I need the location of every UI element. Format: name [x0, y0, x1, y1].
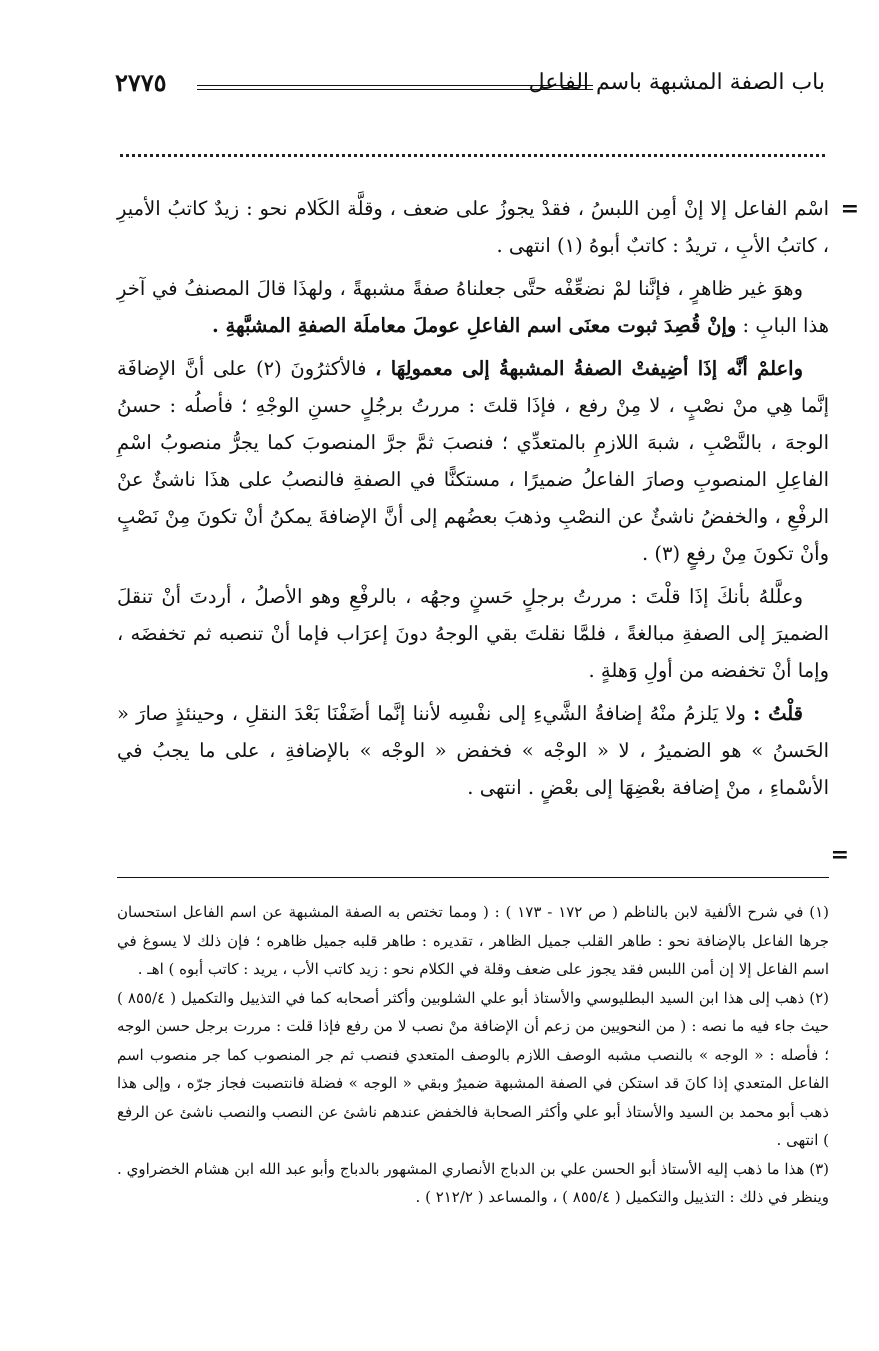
page-header: [115, 68, 825, 108]
continuation-mark-start: =: [840, 196, 859, 222]
header-rule: [197, 85, 593, 90]
paragraph-1: اسْم الفاعل إلا إنْ أمِن اللبسُ ، فقدْ يجوزُ على ضعف ، وقلَّة الكَلام نحو : زيدٌ كاتبُ الأميرِ ، كاتبُ الأبِ ، تريدُ : كاتبٌ أبوهُ (١) انتهى .: [117, 197, 829, 257]
paragraph-2: [117, 270, 829, 344]
footnote-divider: [117, 877, 829, 878]
bold-statement: واعلمْ أنَّه إذَا أضِيفتْ الصفةُ المشبهةُ إلى معمولِهَا ،: [375, 357, 803, 380]
paragraph-3-text: فالأكثرُونَ (٢) على أنَّ الإضافَة إنَّما هِي منْ نصْبٍ ، لا مِنْ رفع ، فإذَا قلتَ : مررتُ برجُلٍ حسنِ الوجْهِ ؛ فأصلُه : حسنُ الوجهَ ، بالنَّصْبِ ، شبهَ اللازمِ بالمتعدِّي ؛ فنصبَ ثمَّ جرَّ المنصوبَ كما يجرُّ منصوبُ اسْمِ الفاعِلِ المنصوبِ وصارَ الفاعلُ ضميرًا ، مستكنًّا في الصفةِ فالنصبُ على هذَا ناشئٌ عنْ الرفْعِ ، والخفضُ ناشئٌ عن النصْبِ وذهبَ بعضُهم إلى أنَّ الإضافةَ يمكنُ أنْ تكونَ مِنْ نَصْبٍ وأنْ تكونَ مِنْ رفعٍ (٣) .: [117, 357, 829, 565]
dotted-separator: [120, 140, 825, 157]
chapter-title: باب الصفة المشبهة باسم الفاعل: [528, 70, 825, 95]
continuation-mark-end: =: [830, 842, 849, 868]
footnote-1: (١) في شرح الألفية لابن بالناظم ( ص ١٧٢ - ١٧٣ ) : ( ومما تختص به الصفة المشبهة عن اسم الفاعل استحسان جرها الفاعل بالإضافة نحو : طاهر القلب جميل الظاهر ، تقديره : طاهر قلبه جميل ظاهره ؛ فإن ذلك لا يسوغ في اسم الفاعل إلا إن أمن اللبس فقد يجوز على ضعف وقلة في الكلام نحو : زيد كاتب الأب ، يريد : كاتب أبوه ) اهـ .: [117, 903, 830, 978]
footnote-2: (٢) ذهب إلى هذا ابن السيد البطليوسي والأستاذ أبو علي الشلوبين وأكثر أصحابه كما في التذييل والتكميل ( ٨٥٥/٤ ) حيث جاء فيه ما نصه : ( من النحويين من زعم أن الإضافة منْ نصب لا من رفع فإذا قلت : مررت برجل حسن الوجه ؛ فأصله : « الوجه » بالنصب مشبه الوصف اللازم بالوصف المتعدي فنصب ثم جر المنصوب كما جر منصوب اسم الفاعل المتعدي إذا كانَ قد استكن في الصفة المشبهة ضميرٌ وبقي « الوجه » فضلة فانتصبت فجاز جرّه ، وإلى هذا ذهب أبو محمد بن السيد والأستاذ أبو علي وأكثر الصحابة فالخفض عندهم ناشئ عن النصب والنصب ناشئ عن الرفع ) انتهى .: [117, 988, 830, 1149]
paragraph-5-text: ولا يَلزمُ منْهُ إضافةُ الشَّيءِ إلى نفْسِه لأننا إنَّما أضَفْنَا بَعْدَ النقلِ ، وحينئذٍ صارَ « الحَسنُ » هو الضميرُ ، لا « الوجْه » فخفض « الوجْه » بالإضافةِ ، على ما يجبُ في الأسْماءِ ، منْ إضافة بعْضِهَا إلى بعْضٍ . انتهى .: [117, 702, 829, 799]
paragraph-2-text: وهوَ غير ظاهرٍ ، فإنَّنا لمْ نضعِّفْه حتَّى جعلناهُ صفةً مشبهةً ، ولهذَا قالَ المصنفُ في آخرِ هذا البابِ :: [117, 277, 829, 337]
footnotes: [117, 898, 829, 1212]
page-number: ٢٧٧٥: [115, 68, 167, 97]
footnote-3: (٣) هذا ما ذهب إليه الأستاذ أبو الحسن علي بن الدباج الأنصاري المشهور بالدباج وأبو عبد الله ابن هشام الخضراوي . وينظر في ذلك : التذييل والتكميل ( ٨٥٥/٤ ) ، والمساعد ( ٢١٢/٢ ) .: [117, 1159, 830, 1206]
quoted-verse: وإنْ قُصِدَ ثبوت معنَى اسم الفاعلِ عوملَ معاملَة الصفةِ المشبَّهةِ .: [211, 314, 737, 337]
paragraph-3: [117, 350, 829, 572]
paragraph-4: وعلَّلهُ بأنكَ إذَا قلْتَ : مررتُ برجلٍ حَسنٍ وجهُه ، بالرفْعِ وهو الأصلُ ، أردتَ أنْ تنقلَ الضميرَ إلى الصفةِ مبالغةً ، فلمَّا نقلتَ بقي الوجهُ دونَ إعرَاب فإما أنْ تنصبه ثم تخفضَه ، وإما أنْ تخفضه من أولِ وَهلةٍ .: [117, 585, 829, 682]
paragraph-5: [117, 695, 829, 806]
main-text: [117, 190, 829, 812]
qultu-label: قلْتُ :: [753, 702, 804, 725]
